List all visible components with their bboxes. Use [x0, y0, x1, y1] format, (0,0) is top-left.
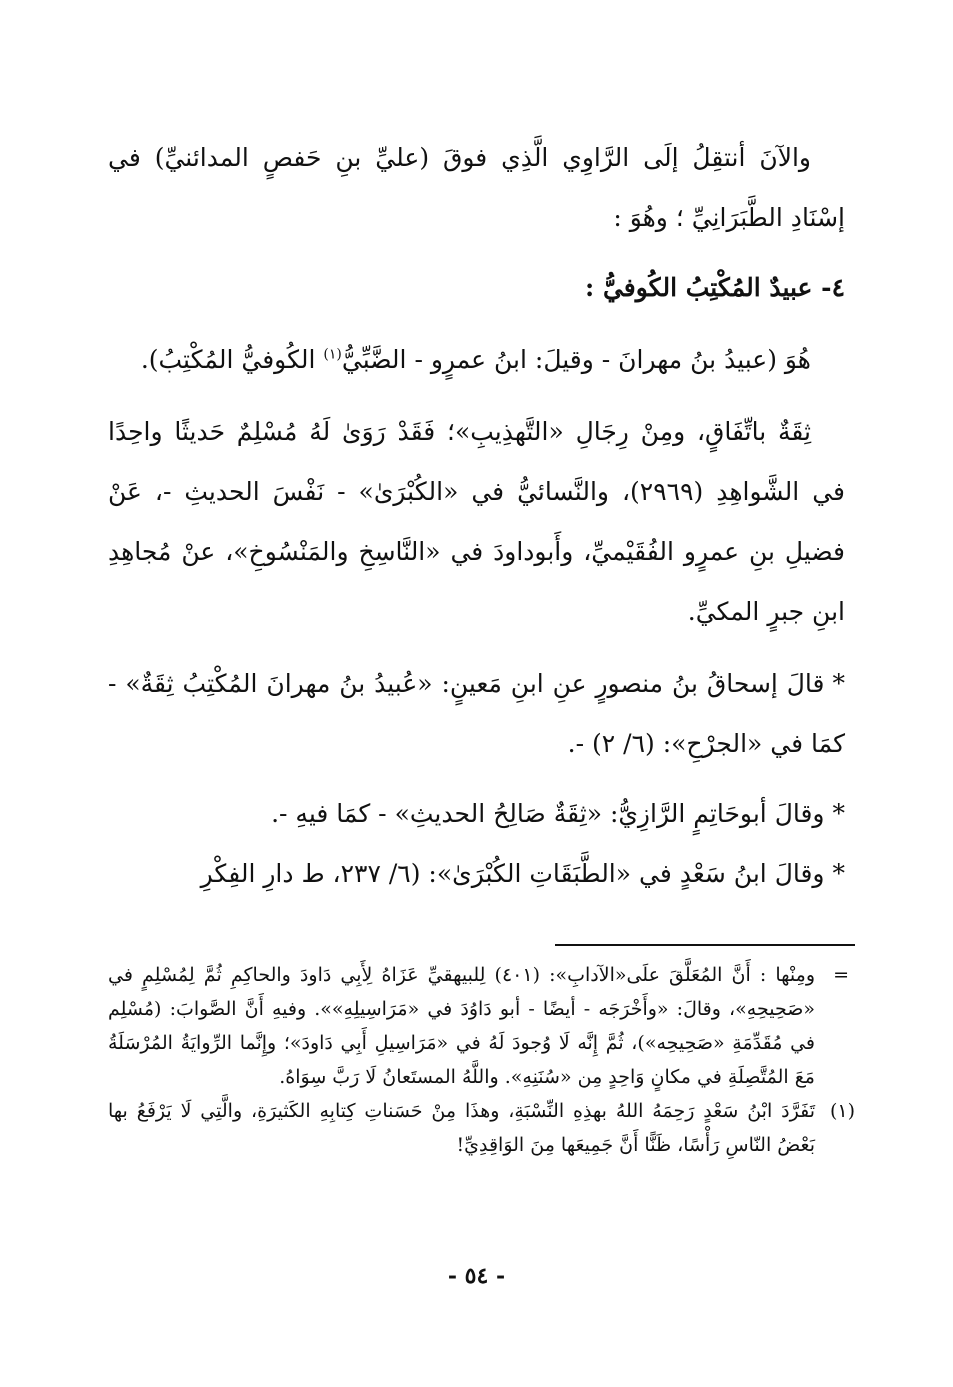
footnote-reference-mark: (١) — [323, 346, 342, 363]
quote-abu-hatim — [108, 784, 845, 844]
footnote-1 — [108, 1094, 855, 1162]
footnotes-section — [108, 958, 855, 1162]
footnote-number: (١) — [829, 1100, 855, 1122]
identity-text-continued: الكُوفيُّ المُكْتِبُ). — [140, 345, 324, 374]
reliability-paragraph: ثِقَةٌ باتِّفَاقٍ، ومِنْ رِجَالِ «التَّهذِيبِ»؛ فَقَدْ رَوَىٰ لَهُ مُسْلِمٌ حَديثًا واحِدًا في الشَّواهِدِ (٢٩٦٩)، والنَّسائيُّ في «الكُبْرَىٰ» - نَفْسَ الحديثِ -، عَنْ فضيلِ بنِ عمرٍو الفُقَيْميِّ، وأَبوداودَ في «النَّاسِخِ والمَنْسُوخِ»، عنْ مُجاهِدِ ابنِ جبرٍ المكيِّ. — [108, 417, 845, 626]
star-bullet: * — [832, 859, 845, 888]
continuation-mark: = — [833, 964, 849, 986]
star-bullet: * — [832, 799, 845, 828]
footnote-1-text: تَفَرَّدَ ابْنُ سَعْدٍ رَحِمَهُ اللهُ بهذِهِ النِّسْبَةِ، وهذَا مِنْ حَسَناتِ كِتابِهِ الكَثيرَةِ، والَّتِي لَا يَرْفَعُ بها بَعْضُ النّاسِ رَأْسًا، ظَنًّا أَنَّ جَمِيعَها مِنَ الوَاقِدِيِّ! — [108, 1100, 815, 1156]
identity-text: هُوَ (عبيدُ بنُ مهرانَ - وقيلَ: ابنُ عمرٍو - الضَّبِّيُّ — [341, 345, 811, 374]
footnote-continuation-text: ومِنْها : أَنَّ المُعَلَّقَ علَى«الآدابِ»: (٤٠١) لِلبيهقيِّ عَزَاهُ لِأَبِي دَاودَ والحاكِمِ ثُمَّ لِمُسْلِمٍ في «صَحِيحِهِ»، وقالَ: «وأَخْرَجَه - أيضًا - أبو دَاوُدَ في «مَرَاسِيلِهِ»». وفيهِ أَنَّ الصَّوابَ: (مُسْلِم في مُقَدِّمَةِ «صَحِيحِه»)، ثُمَّ إِنَّه لَا وُجودَ لَهُ في «مَرَاسِيلِ أَبِي دَاودَ»؛ وإِنَّما الرِّوايَةُ المُرْسَلَةُ مَعَ المُتَّصِلَةِ في مكانٍ وَاحِدٍ مِن «سُنَنِهِ». واللَّهُ المستَعانُ لَا رَبَّ سِوَاهُ. — [108, 964, 815, 1088]
quote-text: قالَ إسحاقُ بنُ منصورٍ عنِ ابنِ مَعينٍ: «عُبيدُ بنُ مهرانَ المُكْتِبُ ثِقَةٌ» - كمَا في «الجرْحِ»: (٦/ ٢) -. — [108, 669, 845, 758]
quote-text: وقالَ ابنُ سَعْدٍ في «الطَّبَقَاتِ الكُبْرَىٰ»: (٦/ ٢٣٧، ط دارِ الفِكْرِ — [200, 859, 825, 888]
footnote-continuation — [108, 958, 855, 1094]
section-heading: ٤- عبيدٌ المُكْتِبُ الكُوفيُّ : — [585, 273, 845, 302]
quote-ibn-maeen — [108, 654, 845, 774]
intro-paragraph: والآنَ أنتقِلُ إلَى الرَّاوِي الَّذِي فوقَ (عليِّ بنِ حَفصٍ المدائنيِّ) في إسْنَادِ الطَّبَرَانِيِّ ؛ وهُوَ : — [108, 143, 845, 232]
main-text — [108, 128, 845, 904]
star-bullet: * — [832, 669, 845, 698]
narrator-identity-paragraph — [108, 330, 845, 390]
page-number: - ٥٤ - — [447, 1263, 506, 1289]
footnote-divider — [555, 944, 855, 946]
quote-ibn-saad — [108, 844, 845, 904]
quote-text: وقالَ أبوحَاتِمٍ الرَّازِيُّ: «ثِقَةٌ صَالِحُ الحديثِ» - كمَا فيهِ -. — [271, 799, 825, 828]
